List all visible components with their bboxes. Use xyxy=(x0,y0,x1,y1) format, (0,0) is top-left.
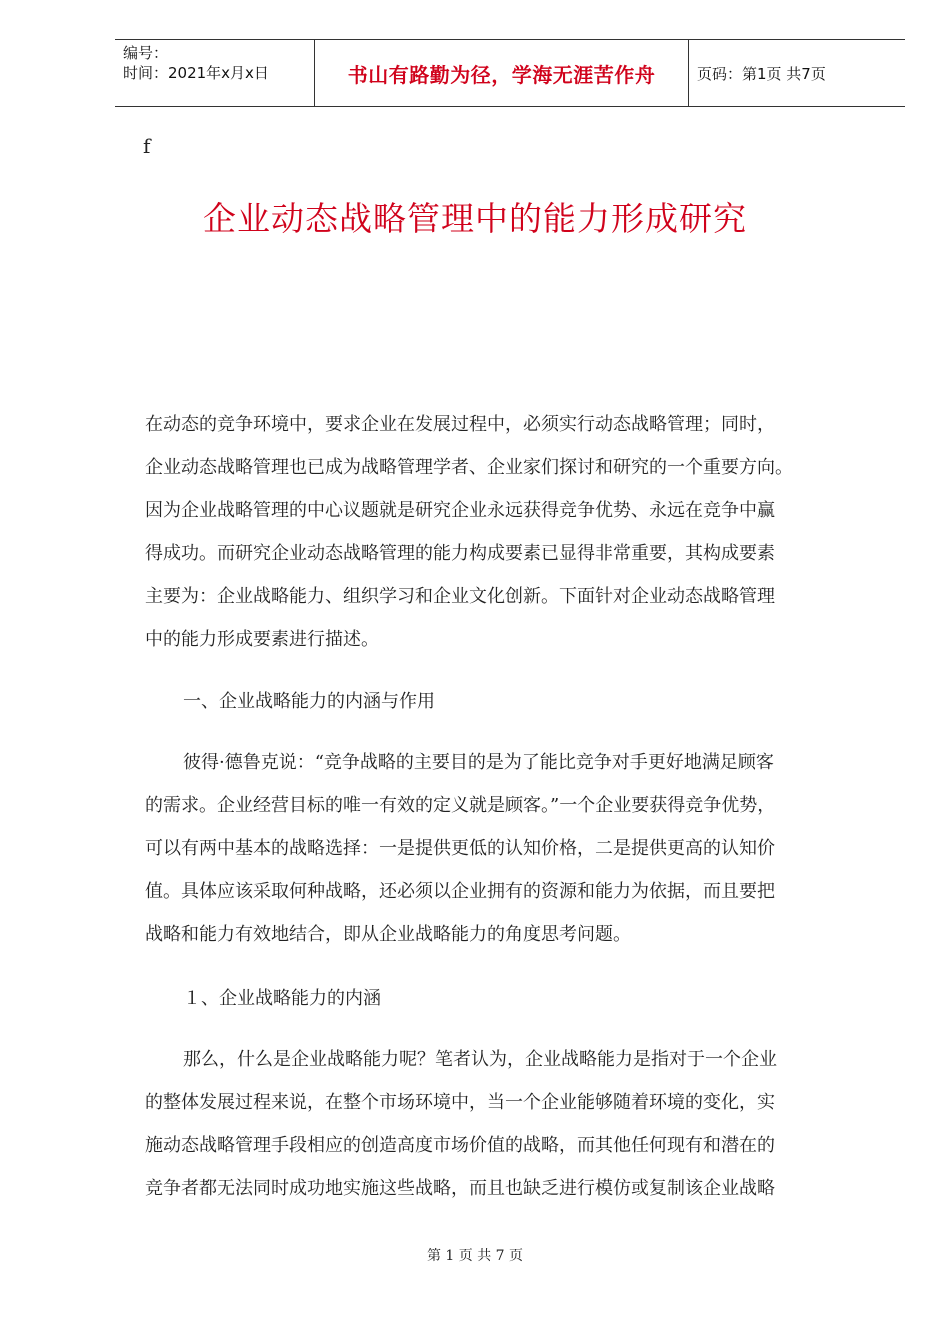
text-line: 主要为：企业战略能力、组织学习和企业文化创新。下面针对企业动态战略管理 xyxy=(145,586,775,607)
section-heading-1-1 xyxy=(183,977,863,1020)
document-header xyxy=(115,39,905,107)
paragraph-definition xyxy=(145,1038,825,1210)
text-line: 的整体发展过程来说，在整个市场环境中，当一个企业能够随着环境的变化，实 xyxy=(145,1092,775,1113)
stray-character: f xyxy=(143,134,151,158)
document-time-label: 时间：2021年x月x日 xyxy=(123,64,269,82)
paragraph-drucker xyxy=(145,741,825,956)
text-line: 竞争者都无法同时成功地实施这些战略，而且也缺乏进行模仿或复制该企业战略 xyxy=(145,1178,775,1199)
text-line: 值。具体应该采取何种战略，还必须以企业拥有的资源和能力为依据，而且要把 xyxy=(145,881,775,902)
heading-text: 一、企业战略能力的内涵与作用 xyxy=(183,691,435,712)
text-line: 施动态战略管理手段相应的创造高度市场价值的战略，而其他任何现有和潜在的 xyxy=(145,1135,775,1156)
text-line: 彼得·德鲁克说：“竞争战略的主要目的是为了能比竞争对手更好地满足顾客 xyxy=(183,752,774,773)
section-heading-1 xyxy=(183,680,863,723)
heading-text: １、企业战略能力的内涵 xyxy=(183,988,381,1009)
text-line: 在动态的竞争环境中，要求企业在发展过程中，必须实行动态战略管理；同时， xyxy=(145,414,775,435)
text-line: 的需求。企业经营目标的唯一有效的定义就是顾客。”一个企业要获得竞争优势， xyxy=(145,795,776,816)
text-line: 得成功。而研究企业动态战略管理的能力构成要素已显得非常重要，其构成要素 xyxy=(145,543,775,564)
document-number-label: 编号： xyxy=(123,44,169,62)
text-line: 企业动态战略管理也已成为战略管理学者、企业家们探讨和研究的一个重要方向。 xyxy=(145,457,793,478)
text-line: 可以有两中基本的战略选择：一是提供更低的认知价格，二是提供更高的认知价 xyxy=(145,838,775,859)
paragraph-intro xyxy=(145,403,825,661)
header-page-info: 页码：第1页 共7页 xyxy=(697,64,826,83)
document-title: 企业动态战略管理中的能力形成研究 xyxy=(203,199,747,238)
page-footer: 第 1 页 共 7 页 xyxy=(426,1248,524,1264)
text-line: 中的能力形成要素进行描述。 xyxy=(145,629,379,650)
header-motto: 书山有路勤为径，学海无涯苦作舟 xyxy=(315,40,689,106)
text-line: 战略和能力有效地结合，即从企业战略能力的角度思考问题。 xyxy=(145,924,631,945)
text-line: 那么，什么是企业战略能力呢？笔者认为，企业战略能力是指对于一个企业 xyxy=(183,1049,777,1070)
text-line: 因为企业战略管理的中心议题就是研究企业永远获得竞争优势、永远在竞争中赢 xyxy=(145,500,775,521)
header-meta-cell xyxy=(115,40,315,106)
